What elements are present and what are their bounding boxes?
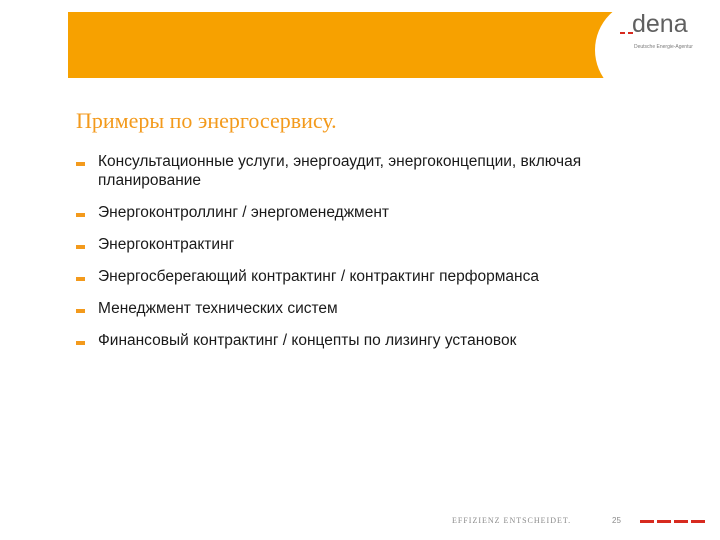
bullet-marker xyxy=(76,309,85,313)
logo-dash xyxy=(620,32,625,34)
logo-word: dena xyxy=(632,10,688,38)
bullet-item xyxy=(76,152,676,190)
footer-dashes xyxy=(640,520,705,523)
bullet-marker xyxy=(76,277,85,281)
dena-logo xyxy=(620,6,720,54)
bullet-list xyxy=(76,152,676,363)
bullet-text: Энергоконтрактинг xyxy=(98,236,235,253)
bullet-text: Энергосберегающий контрактинг / контрактинг перформанса xyxy=(98,268,539,285)
bullet-marker xyxy=(76,162,85,166)
footer-slogan: EFFIZIENZ ENTSCHEIDET. xyxy=(452,516,572,525)
bullet-text: Энергоконтроллинг / энергоменеджмент xyxy=(98,204,389,221)
bullet-marker xyxy=(76,245,85,249)
bullet-text: Консультационные услуги, энергоаудит, энергоконцепции, включая планирование xyxy=(98,153,582,189)
footer-dash xyxy=(674,520,688,523)
bullet-item xyxy=(76,203,676,222)
bullet-item xyxy=(76,267,676,286)
bullet-item xyxy=(76,299,676,318)
bullet-item xyxy=(76,331,676,350)
footer-dash xyxy=(640,520,654,523)
logo-tagline: Deutsche Energie-Agentur xyxy=(634,44,693,50)
bullet-marker xyxy=(76,213,85,217)
bullet-text: Финансовый контрактинг / концепты по лизингу установок xyxy=(98,332,517,349)
footer-dash xyxy=(691,520,705,523)
bullet-text: Менеджмент технических систем xyxy=(98,300,338,317)
footer-dash xyxy=(657,520,671,523)
bullet-item xyxy=(76,235,676,254)
bullet-marker xyxy=(76,341,85,345)
page-number: 25 xyxy=(612,516,621,525)
slide-title: Примеры по энергосервису. xyxy=(76,108,337,133)
